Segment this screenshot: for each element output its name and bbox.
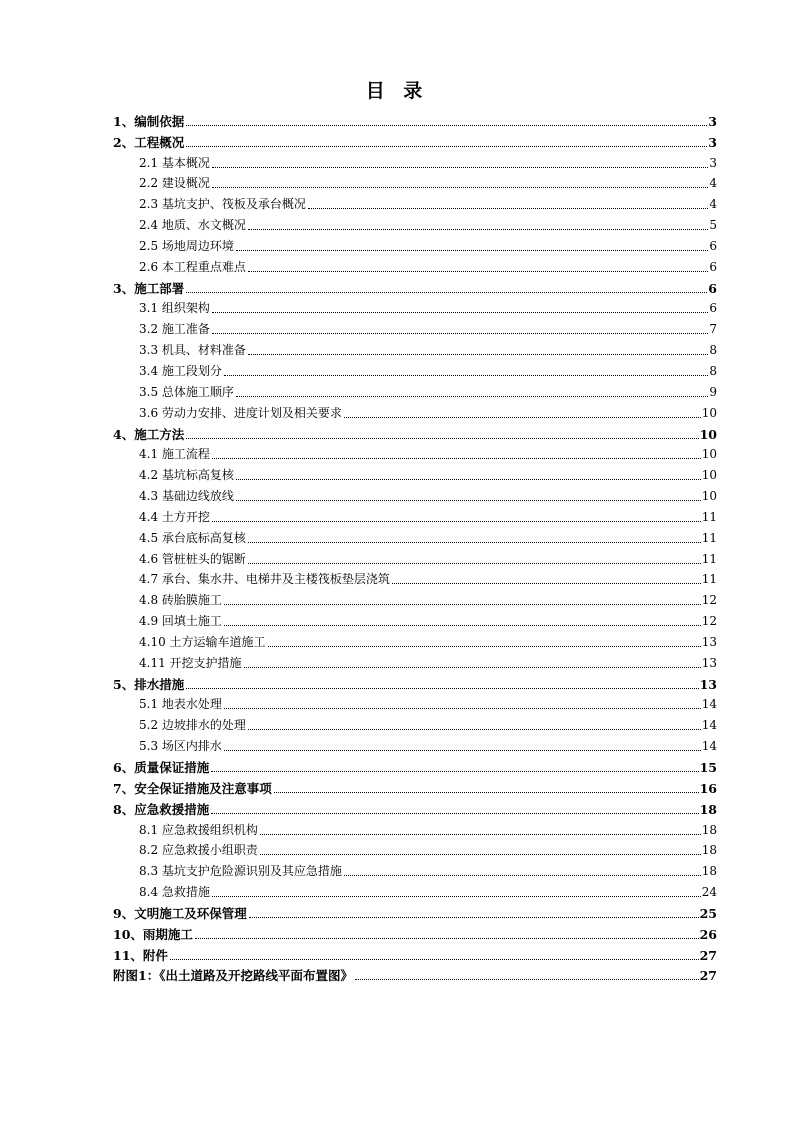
toc-entry-title: 5、排水措施 <box>113 676 185 692</box>
toc-subsection-entry[interactable] <box>113 504 717 525</box>
toc-entry-title: 7、安全保证措施及注意事项 <box>113 780 272 796</box>
toc-section-entry[interactable] <box>113 921 717 942</box>
toc-dot-leader <box>211 813 698 814</box>
toc-subsection-entry[interactable] <box>113 838 717 859</box>
toc-dot-leader <box>355 979 699 980</box>
toc-page-number: 24 <box>701 885 717 900</box>
toc-entry-title: 2、工程概况 <box>113 134 185 150</box>
toc-entry-title: 2.4 地质、水文概况 <box>139 218 246 233</box>
toc-page-number: 26 <box>699 926 717 942</box>
toc-subsection-entry[interactable] <box>113 546 717 567</box>
toc-page-number: 10 <box>701 489 717 504</box>
toc-entry-title: 4.7 承台、集水井、电梯井及主楼筏板垫层浇筑 <box>139 572 390 587</box>
toc-section-entry[interactable] <box>113 942 717 963</box>
toc-page-number: 13 <box>699 676 717 692</box>
toc-page-number: 9 <box>709 384 717 399</box>
toc-section-entry[interactable] <box>113 900 717 921</box>
toc-entry-title: 5.1 地表水处理 <box>139 697 222 712</box>
table-of-contents <box>113 108 717 983</box>
toc-entry-title: 1、编制依据 <box>113 113 185 129</box>
toc-page-number: 27 <box>699 968 717 984</box>
toc-entry-title: 4.4 土方开挖 <box>139 509 210 524</box>
toc-section-entry[interactable] <box>113 796 717 817</box>
toc-page-number: 18 <box>699 801 717 817</box>
toc-dot-leader <box>236 479 701 480</box>
toc-entry-title: 3.3 机具、材料准备 <box>139 343 246 358</box>
toc-dot-leader <box>212 896 701 897</box>
toc-subsection-entry[interactable] <box>113 233 717 254</box>
toc-entry-title: 3、施工部署 <box>113 280 185 296</box>
toc-dot-leader <box>248 563 701 564</box>
toc-dot-leader <box>212 458 701 459</box>
toc-subsection-entry[interactable] <box>113 212 717 233</box>
toc-page-number: 27 <box>699 947 717 963</box>
toc-page-number: 5 <box>709 218 717 233</box>
toc-page-number: 6 <box>709 238 717 253</box>
toc-dot-leader <box>344 417 701 418</box>
toc-subsection-entry[interactable] <box>113 358 717 379</box>
toc-subsection-entry[interactable] <box>113 817 717 838</box>
toc-dot-leader <box>212 521 701 522</box>
toc-dot-leader <box>186 292 707 293</box>
toc-page-number: 6 <box>709 301 717 316</box>
toc-page-number: 18 <box>701 864 717 879</box>
toc-entry-title: 8.3 基坑支护危险源识别及其应急措施 <box>139 864 342 879</box>
toc-subsection-entry[interactable] <box>113 629 717 650</box>
toc-page-number: 10 <box>701 405 717 420</box>
toc-entry-title: 4.3 基础边线放线 <box>139 489 234 504</box>
toc-dot-leader <box>212 312 708 313</box>
toc-dot-leader <box>236 396 708 397</box>
toc-entry-title: 4.2 基坑标高复核 <box>139 468 234 483</box>
toc-entry-title: 8.2 应急救援小组职责 <box>139 843 258 858</box>
toc-dot-leader <box>392 583 701 584</box>
toc-entry-title: 6、质量保证措施 <box>113 760 210 775</box>
toc-subsection-entry[interactable] <box>113 525 717 546</box>
toc-page-number: 3 <box>708 134 717 150</box>
toc-dot-leader <box>260 834 701 835</box>
toc-dot-leader <box>212 333 708 334</box>
toc-subsection-entry[interactable] <box>113 337 717 358</box>
toc-page-number: 6 <box>709 259 717 274</box>
toc-page-number: 16 <box>699 780 717 796</box>
toc-page-number: 18 <box>701 822 717 837</box>
toc-page-number: 3 <box>709 155 717 170</box>
toc-entry-title: 4.10 土方运输车道施工 <box>139 634 266 649</box>
toc-dot-leader <box>186 438 698 439</box>
toc-page-number: 13 <box>701 655 717 670</box>
toc-entry-title: 11、附件 <box>113 947 168 963</box>
toc-page-number: 11 <box>701 551 717 566</box>
toc-page-number: 10 <box>701 468 717 483</box>
toc-dot-leader <box>244 667 701 668</box>
toc-dot-leader <box>186 125 707 126</box>
toc-section-entry[interactable] <box>113 754 717 775</box>
toc-section-entry[interactable] <box>113 129 717 150</box>
toc-subsection-entry[interactable] <box>113 692 717 713</box>
toc-entry-title: 8.4 急救措施 <box>139 885 210 900</box>
toc-subsection-entry[interactable] <box>113 442 717 463</box>
toc-subsection-entry[interactable] <box>113 483 717 504</box>
toc-page-number: 11 <box>701 509 717 524</box>
toc-subsection-entry[interactable] <box>113 254 717 275</box>
toc-entry-title: 3.6 劳动力安排、进度计划及相关要求 <box>139 405 342 420</box>
toc-dot-leader <box>211 771 698 772</box>
toc-entry-title: 3.4 施工段划分 <box>139 363 222 378</box>
toc-entry-title: 4、施工方法 <box>113 426 185 442</box>
toc-entry-title: 5.2 边坡排水的处理 <box>139 718 246 733</box>
toc-page-number: 10 <box>701 447 717 462</box>
toc-dot-leader <box>274 792 699 793</box>
toc-section-entry[interactable] <box>113 671 717 692</box>
toc-page-number: 8 <box>709 363 717 378</box>
toc-entry-title: 2.2 建设概况 <box>139 176 210 191</box>
toc-page-number: 14 <box>701 739 717 754</box>
toc-dot-leader <box>186 146 707 147</box>
toc-dot-leader <box>236 250 708 251</box>
toc-page-number: 14 <box>701 697 717 712</box>
toc-page-number: 11 <box>701 530 717 545</box>
toc-entry-title: 4.11 开挖支护措施 <box>139 655 242 670</box>
toc-dot-leader <box>224 625 701 626</box>
toc-section-entry[interactable] <box>113 275 717 296</box>
toc-entry-title: 9、文明施工及环保管理 <box>113 905 247 921</box>
toc-entry-title: 4.6 管桩桩头的锯断 <box>139 551 246 566</box>
toc-entry-title: 2.5 场地周边环境 <box>139 238 234 253</box>
toc-dot-leader <box>212 167 708 168</box>
toc-entry-title: 4.9 回填土施工 <box>139 614 222 629</box>
toc-dot-leader <box>248 729 701 730</box>
toc-subsection-entry[interactable] <box>113 316 717 337</box>
toc-page-number: 4 <box>709 176 717 191</box>
toc-subsection-entry[interactable] <box>113 191 717 212</box>
toc-page-number: 4 <box>709 197 717 212</box>
toc-entry-title: 3.5 总体施工顺序 <box>139 384 234 399</box>
toc-subsection-entry[interactable] <box>113 858 717 879</box>
toc-page-number: 12 <box>701 614 717 629</box>
toc-dot-leader <box>248 354 708 355</box>
toc-subsection-entry[interactable] <box>113 400 717 421</box>
toc-dot-leader <box>224 375 708 376</box>
toc-dot-leader <box>308 208 708 209</box>
toc-entry-title: 5.3 场区内排水 <box>139 739 222 754</box>
toc-dot-leader <box>268 646 701 647</box>
toc-page-number: 7 <box>709 322 717 337</box>
toc-subsection-entry[interactable] <box>113 150 717 171</box>
toc-subsection-entry[interactable] <box>113 733 717 754</box>
toc-entry-title: 附图1：《出土道路及开挖路线平面布置图》 <box>113 968 353 984</box>
toc-entry-title: 8.1 应急救援组织机构 <box>139 822 258 837</box>
page-title: 目 录 <box>365 80 429 102</box>
toc-entry-title: 2.6 本工程重点难点 <box>139 259 246 274</box>
toc-subsection-entry[interactable] <box>113 650 717 671</box>
toc-section-entry[interactable] <box>113 775 717 796</box>
toc-subsection-entry[interactable] <box>113 587 717 608</box>
toc-entry-title: 3.2 施工准备 <box>139 322 210 337</box>
toc-subsection-entry[interactable] <box>113 462 717 483</box>
toc-dot-leader <box>248 229 708 230</box>
toc-page-number: 3 <box>708 113 717 129</box>
toc-subsection-entry[interactable] <box>113 567 717 588</box>
toc-entry-title: 4.1 施工流程 <box>139 447 210 462</box>
toc-dot-leader <box>186 688 698 689</box>
toc-dot-leader <box>170 959 699 960</box>
toc-section-entry[interactable] <box>113 963 717 984</box>
toc-subsection-entry[interactable] <box>113 379 717 400</box>
toc-entry-title: 2.1 基本概况 <box>139 155 210 170</box>
toc-dot-leader <box>344 875 701 876</box>
toc-entry-title: 2.3 基坑支护、筏板及承台概况 <box>139 197 306 212</box>
toc-page-number: 13 <box>701 634 717 649</box>
toc-dot-leader <box>224 750 701 751</box>
toc-dot-leader <box>248 542 701 543</box>
toc-page-number: 6 <box>708 280 717 296</box>
toc-section-entry[interactable] <box>113 108 717 129</box>
toc-page-number: 25 <box>699 905 717 921</box>
toc-subsection-entry[interactable] <box>113 879 717 900</box>
toc-dot-leader <box>224 604 701 605</box>
toc-entry-title: 4.5 承台底标高复核 <box>139 530 246 545</box>
toc-entry-title: 8、应急救援措施 <box>113 801 210 817</box>
toc-page-number: 18 <box>701 843 717 858</box>
toc-page-number: 12 <box>701 593 717 608</box>
toc-subsection-entry[interactable] <box>113 712 717 733</box>
toc-page-number: 15 <box>699 760 717 775</box>
toc-subsection-entry[interactable] <box>113 608 717 629</box>
toc-subsection-entry[interactable] <box>113 296 717 317</box>
toc-entry-title: 4.8 砖胎膜施工 <box>139 593 222 608</box>
toc-dot-leader <box>212 187 708 188</box>
toc-entry-title: 3.1 组织架构 <box>139 301 210 316</box>
toc-dot-leader <box>249 917 699 918</box>
toc-page-number: 8 <box>709 343 717 358</box>
toc-page-number: 10 <box>699 426 717 442</box>
toc-section-entry[interactable] <box>113 421 717 442</box>
toc-dot-leader <box>224 708 701 709</box>
toc-subsection-entry[interactable] <box>113 171 717 192</box>
toc-dot-leader <box>248 271 708 272</box>
toc-page-number: 14 <box>701 718 717 733</box>
toc-dot-leader <box>260 854 701 855</box>
toc-dot-leader <box>236 500 701 501</box>
toc-page-number: 11 <box>701 572 717 587</box>
toc-dot-leader <box>195 938 699 939</box>
toc-entry-title: 10、雨期施工 <box>113 926 193 942</box>
